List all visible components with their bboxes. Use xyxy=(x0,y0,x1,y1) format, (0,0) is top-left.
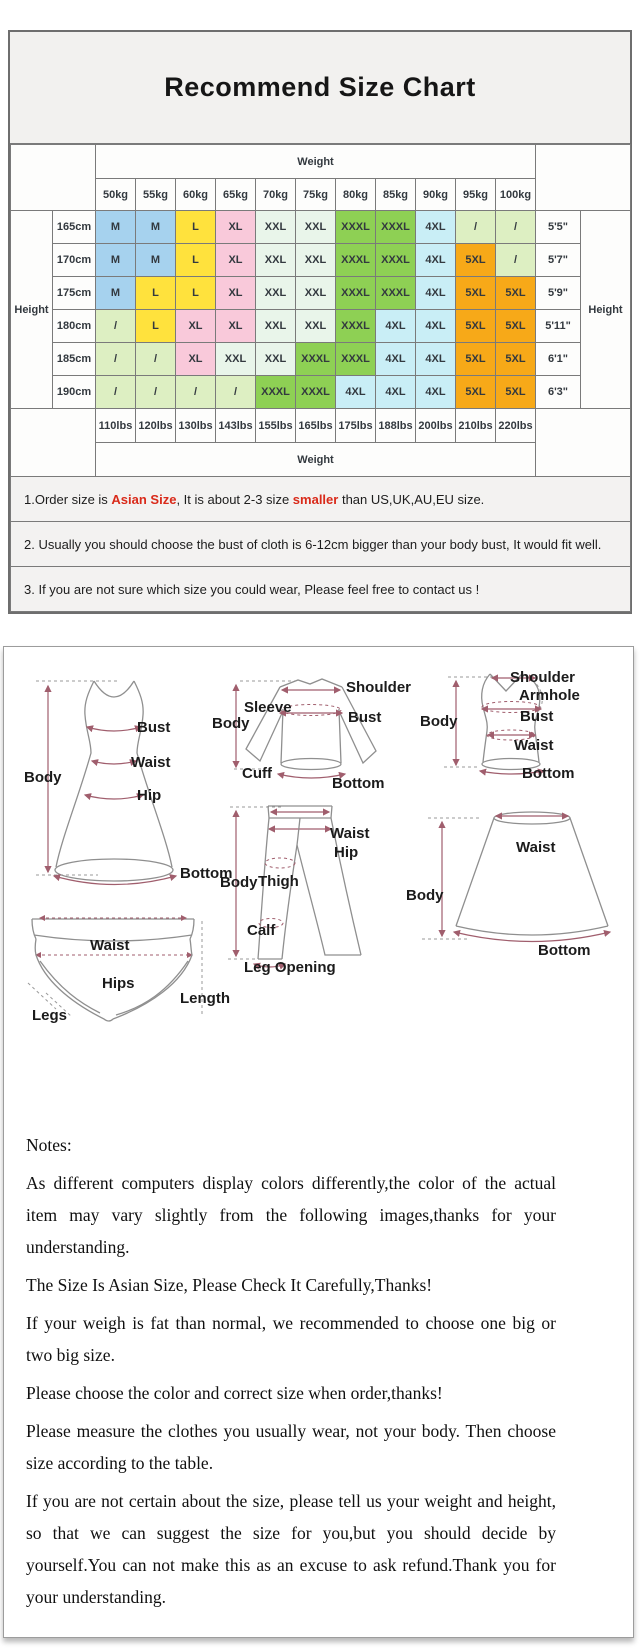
lbs-col-header: 120lbs xyxy=(136,409,176,443)
note-paragraph: Please measure the clothes you usually wear, not your body. Then choose size according to the table. xyxy=(26,1421,556,1473)
note-paragraph: The Size Is Asian Size, Please Check It Carefully,Thanks! xyxy=(26,1275,433,1295)
size-cell: 4XL xyxy=(416,211,456,244)
size-cell: / xyxy=(216,376,256,409)
table-row xyxy=(11,145,631,179)
height-cm-cell: 190cm xyxy=(53,376,96,409)
size-cell: 5XL xyxy=(456,244,496,277)
size-cell: L xyxy=(176,277,216,310)
note-text: 2. Usually you should choose the bust of cloth is 6-12cm bigger than your body bust, It would fit well. xyxy=(24,536,602,552)
size-cell: XXL xyxy=(216,343,256,376)
size-cell: XXXL xyxy=(336,277,376,310)
size-cell: XXL xyxy=(296,277,336,310)
vest-bottom-label: Bottom xyxy=(522,765,575,782)
pants-hip-label: Hip xyxy=(334,844,359,861)
size-cell: L xyxy=(136,277,176,310)
vest-armhole-label: Armhole xyxy=(519,687,580,704)
size-cell: XXXL xyxy=(376,277,416,310)
note-text: 3. If you are not sure which size you could wear, Please feel free to contact us ! xyxy=(24,581,480,597)
size-cell: XL xyxy=(216,211,256,244)
note-paragraph: If you are not certain about the size, please tell us your weight and height, so that we can suggest the size for you,but you should decide by yourself.You can not make this as an excuse to ask refund.Thank you for your understanding. xyxy=(26,1491,556,1607)
height-cm-cell: 175cm xyxy=(53,277,96,310)
size-chart-panel xyxy=(8,30,632,614)
size-cell: / xyxy=(176,376,216,409)
height-cm-cell: 170cm xyxy=(53,244,96,277)
shirt-body-label: Body xyxy=(212,715,250,732)
size-cell: 4XL xyxy=(376,343,416,376)
size-cell: XXXL xyxy=(336,244,376,277)
vest-bust-label: Bust xyxy=(520,708,554,725)
lbs-col-header: 200lbs xyxy=(416,409,456,443)
size-cell: 5XL xyxy=(496,343,536,376)
size-cell: XXXL xyxy=(376,244,416,277)
dress-waist-label: Waist xyxy=(131,754,171,771)
briefs-waist-label: Waist xyxy=(90,937,130,954)
size-cell: M xyxy=(136,244,176,277)
shirt-bust-label: Bust xyxy=(348,709,382,726)
size-cell: XXL xyxy=(256,277,296,310)
pants-waist-label: Waist xyxy=(330,825,370,842)
note-text: , It is about 2-3 size xyxy=(176,491,293,507)
note-paragraph: If your weigh is fat than normal, we recommended to choose one big or two big size. xyxy=(26,1313,556,1365)
corner-bottom-right xyxy=(536,409,631,477)
kg-col-header: 80kg xyxy=(336,179,376,211)
lbs-col-header: 188lbs xyxy=(376,409,416,443)
size-cell: XXXL xyxy=(256,376,296,409)
shirt-cuff-label: Cuff xyxy=(242,765,272,782)
size-cell: XXXL xyxy=(296,343,336,376)
note-paragraph: Please choose the color and correct size when order,thanks! xyxy=(26,1383,443,1403)
height-header-right: Height xyxy=(581,211,631,409)
size-cell: XXL xyxy=(296,310,336,343)
notes-heading: Notes: xyxy=(26,1135,72,1155)
size-cell: XXL xyxy=(256,343,296,376)
size-cell: XL xyxy=(176,343,216,376)
dress-hip-label: Hip xyxy=(137,787,162,804)
size-cell: 4XL xyxy=(416,277,456,310)
skirt-body-label: Body xyxy=(406,887,444,904)
briefs-length-label: Length xyxy=(180,990,230,1007)
dress-bottom-label: Bottom xyxy=(180,865,233,882)
size-cell: / xyxy=(96,343,136,376)
size-cell: XL xyxy=(216,310,256,343)
table-row xyxy=(11,343,631,376)
table-row xyxy=(11,310,631,343)
size-cell: 4XL xyxy=(376,310,416,343)
size-cell: 5XL xyxy=(456,376,496,409)
size-cell: XXXL xyxy=(336,310,376,343)
note-text: 1.Order size is xyxy=(24,491,112,507)
size-cell: 4XL xyxy=(416,376,456,409)
height-ft-cell: 5'9" xyxy=(536,277,581,310)
skirt-waist-label: Waist xyxy=(516,839,556,856)
height-cm-cell: 165cm xyxy=(53,211,96,244)
size-cell: / xyxy=(136,343,176,376)
size-cell: / xyxy=(496,211,536,244)
size-cell: 5XL xyxy=(496,376,536,409)
size-cell: / xyxy=(96,376,136,409)
note-text: than US,UK,AU,EU size. xyxy=(338,491,485,507)
measure-guide-panel xyxy=(3,646,634,1638)
vest-body-label: Body xyxy=(420,713,458,730)
table-row xyxy=(11,522,631,567)
size-cell: / xyxy=(136,376,176,409)
lbs-col-header: 165lbs xyxy=(296,409,336,443)
vest-waist-label: Waist xyxy=(514,737,554,754)
kg-col-header: 90kg xyxy=(416,179,456,211)
size-cell: XXXL xyxy=(296,376,336,409)
size-cell: 4XL xyxy=(416,343,456,376)
table-row xyxy=(11,409,631,443)
shirt-shoulder-label: Shoulder xyxy=(346,679,412,696)
height-cm-cell: 185cm xyxy=(53,343,96,376)
weight-header: Weight xyxy=(96,145,536,179)
size-cell: XL xyxy=(176,310,216,343)
size-cell: L xyxy=(176,244,216,277)
pants-thigh-label: Thigh xyxy=(258,873,299,890)
size-cell: M xyxy=(136,211,176,244)
lbs-col-header: 210lbs xyxy=(456,409,496,443)
skirt-bottom-label: Bottom xyxy=(538,942,591,959)
note-highlight: Asian Size xyxy=(111,491,177,507)
size-cell: 4XL xyxy=(416,310,456,343)
table-row xyxy=(11,244,631,277)
size-cell: 5XL xyxy=(496,310,536,343)
weight-footer: Weight xyxy=(96,443,536,477)
size-cell: / xyxy=(496,244,536,277)
table-row xyxy=(11,477,631,522)
height-ft-cell: 5'11" xyxy=(536,310,581,343)
dress-body-label: Body xyxy=(24,769,62,786)
size-cell: 4XL xyxy=(416,244,456,277)
pants-body-label: Body xyxy=(220,874,258,891)
height-ft-cell: 6'1" xyxy=(536,343,581,376)
size-cell: XXXL xyxy=(376,211,416,244)
lbs-col-header: 130lbs xyxy=(176,409,216,443)
size-cell: XXL xyxy=(256,211,296,244)
size-cell: 5XL xyxy=(456,310,496,343)
skirt-diagram xyxy=(416,802,621,954)
table-row xyxy=(11,277,631,310)
shirt-bottom-label: Bottom xyxy=(332,775,385,792)
table-note xyxy=(11,522,631,567)
briefs-hips-label: Hips xyxy=(102,975,135,992)
table-note xyxy=(11,567,631,612)
lbs-col-header: 175lbs xyxy=(336,409,376,443)
size-table-body xyxy=(11,145,631,612)
size-cell: M xyxy=(96,211,136,244)
size-cell: / xyxy=(96,310,136,343)
height-ft-cell: 6'3" xyxy=(536,376,581,409)
pants-calf-label: Calf xyxy=(247,922,276,939)
height-header-left: Height xyxy=(11,211,53,409)
kg-col-header: 75kg xyxy=(296,179,336,211)
size-cell: XXL xyxy=(256,310,296,343)
size-cell: 5XL xyxy=(496,277,536,310)
size-cell: XL xyxy=(216,277,256,310)
height-ft-cell: 5'7" xyxy=(536,244,581,277)
lbs-col-header: 143lbs xyxy=(216,409,256,443)
height-cm-cell: 180cm xyxy=(53,310,96,343)
bottom-notes xyxy=(26,1129,556,1613)
pants-leg-opening-label: Leg Opening xyxy=(244,959,336,976)
lbs-col-header: 155lbs xyxy=(256,409,296,443)
size-cell: XXXL xyxy=(336,211,376,244)
vest-shoulder-label: Shoulder xyxy=(510,669,576,686)
size-cell: XL xyxy=(216,244,256,277)
table-row xyxy=(11,211,631,244)
briefs-legs-label: Legs xyxy=(32,1007,68,1024)
size-cell: 4XL xyxy=(376,376,416,409)
height-ft-cell: 5'5" xyxy=(536,211,581,244)
size-cell: M xyxy=(96,244,136,277)
table-row xyxy=(11,567,631,612)
size-cell: 5XL xyxy=(456,277,496,310)
kg-col-header: 85kg xyxy=(376,179,416,211)
size-cell: M xyxy=(96,277,136,310)
size-cell: L xyxy=(176,211,216,244)
corner-top-left xyxy=(11,145,96,211)
lbs-col-header: 110lbs xyxy=(96,409,136,443)
size-cell: XXL xyxy=(296,244,336,277)
note-highlight: smaller xyxy=(292,491,339,507)
lbs-col-header: 220lbs xyxy=(496,409,536,443)
size-cell: XXL xyxy=(296,211,336,244)
measure-diagrams xyxy=(4,647,633,1077)
size-cell: 5XL xyxy=(456,343,496,376)
table-note xyxy=(11,477,631,522)
size-table xyxy=(10,144,631,612)
kg-col-header: 60kg xyxy=(176,179,216,211)
kg-col-header: 65kg xyxy=(216,179,256,211)
note-paragraph: As different computers display colors differently,the color of the actual item may vary slightly from the following images,thanks for your understanding. xyxy=(26,1173,556,1257)
size-cell: L xyxy=(136,310,176,343)
table-row xyxy=(11,376,631,409)
kg-col-header: 70kg xyxy=(256,179,296,211)
size-cell: 4XL xyxy=(336,376,376,409)
size-cell: XXXL xyxy=(336,343,376,376)
kg-col-header: 55kg xyxy=(136,179,176,211)
kg-col-header: 50kg xyxy=(96,179,136,211)
size-cell: / xyxy=(456,211,496,244)
kg-col-header: 95kg xyxy=(456,179,496,211)
size-chart-title: Recommend Size Chart xyxy=(10,32,630,144)
size-cell: XXL xyxy=(256,244,296,277)
dress-bust-label: Bust xyxy=(137,719,171,736)
corner-top-right xyxy=(536,145,631,211)
kg-col-header: 100kg xyxy=(496,179,536,211)
shirt-sleeve-label: Sleeve xyxy=(244,699,292,716)
corner-bottom-left xyxy=(11,409,96,477)
